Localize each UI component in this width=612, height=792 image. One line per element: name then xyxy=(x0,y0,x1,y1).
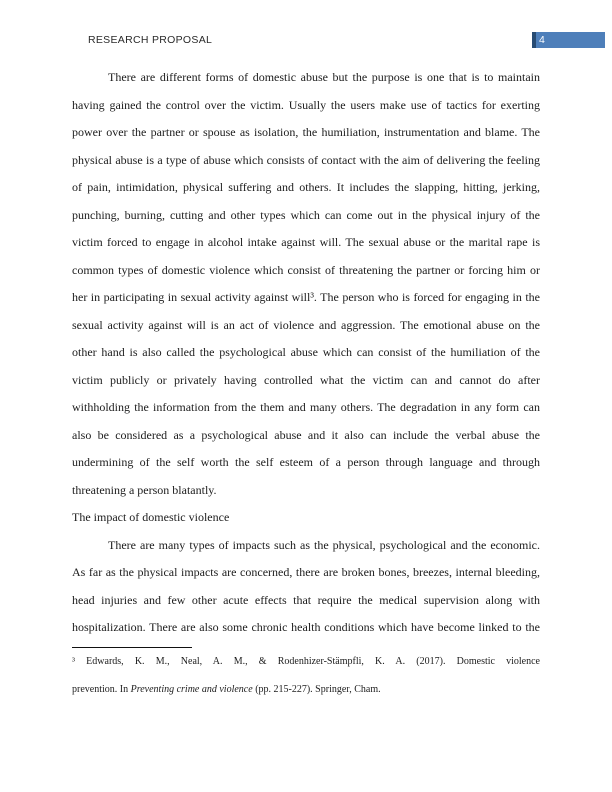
text-line: power over the partner or spouse as isolation, the humiliation, instrumentation and blame. The xyxy=(72,125,540,139)
text-line: of pain, intimidation, physical suffering and others. It includes the slapping, hitting, jerking, xyxy=(72,180,540,194)
footnote-line-1: ³ Edwards, K. M., Neal, A. M., & Rodenhizer-Stämpfli, K. A. (2017). Domestic violence xyxy=(72,656,540,667)
text-line: There are different forms of domestic abuse but the purpose is one that is to maintain xyxy=(108,70,540,84)
page-number-box xyxy=(532,32,605,48)
text-line: also be considered as a psychological abuse and it also can include the verbal abuse the xyxy=(72,427,540,442)
text-line: having gained the control over the victim. Usually the users make use of tactics for exerting xyxy=(72,97,540,112)
header-title: RESEARCH PROPOSAL xyxy=(88,34,213,46)
footnote-line-2-prefix: prevention. In xyxy=(72,683,131,695)
text-line: There are many types of impacts such as the physical, psychological and the economic. xyxy=(108,537,540,552)
footnote-line-2 xyxy=(72,676,540,704)
text-line: undermining of the self worth the self esteem of a person through language and through xyxy=(72,455,540,469)
text-line: head injuries and few other acute effects that require the medical supervision along with xyxy=(72,592,540,607)
text-line: victim forced to engage in alcohol intake against will. The sexual abuse or the marital rape is xyxy=(72,235,540,249)
footnote-area xyxy=(72,640,540,703)
paragraph-2 xyxy=(72,532,540,642)
paragraph-1 xyxy=(72,64,540,504)
footnote-book-title: Preventing crime and violence xyxy=(130,683,253,695)
page-number-accent-bar xyxy=(532,32,536,48)
text-line: her in participating in sexual activity against will³. The person who is forced for engaging in the xyxy=(72,290,540,304)
footnote-line-2-suffix: (pp. 215-227). Springer, Cham. xyxy=(252,683,381,695)
text-line: sexual activity against will is an act of violence and aggression. The emotional abuse on the xyxy=(72,317,540,332)
text-line: hospitalization. There are also some chronic health conditions which have become linked to the xyxy=(72,620,540,634)
text-line: punching, burning, cutting and other types which can come out in the physical injury of the xyxy=(72,207,540,222)
text-line: physical abuse is a type of abuse which consists of contact with the aim of delivering the feeling xyxy=(72,152,540,167)
text-line: As far as the physical impacts are concerned, there are broken bones, breezes, internal bleeding, xyxy=(72,565,540,579)
text-line: victim publicly or privately having controlled what the victim can and cannot do after xyxy=(72,372,540,387)
page-number: 4 xyxy=(539,34,545,46)
section-heading: The impact of domestic violence xyxy=(72,510,230,524)
text-line: other hand is also called the psychological abuse which can consist of the humiliation of the xyxy=(72,345,540,359)
text-line: withholding the information from the them and many others. The degradation in any form can xyxy=(72,400,540,414)
document-body xyxy=(72,64,540,642)
text-line: common types of domestic violence which consist of threatening the partner or forcing him or xyxy=(72,262,540,277)
text-line: threatening a person blatantly. xyxy=(72,482,217,497)
